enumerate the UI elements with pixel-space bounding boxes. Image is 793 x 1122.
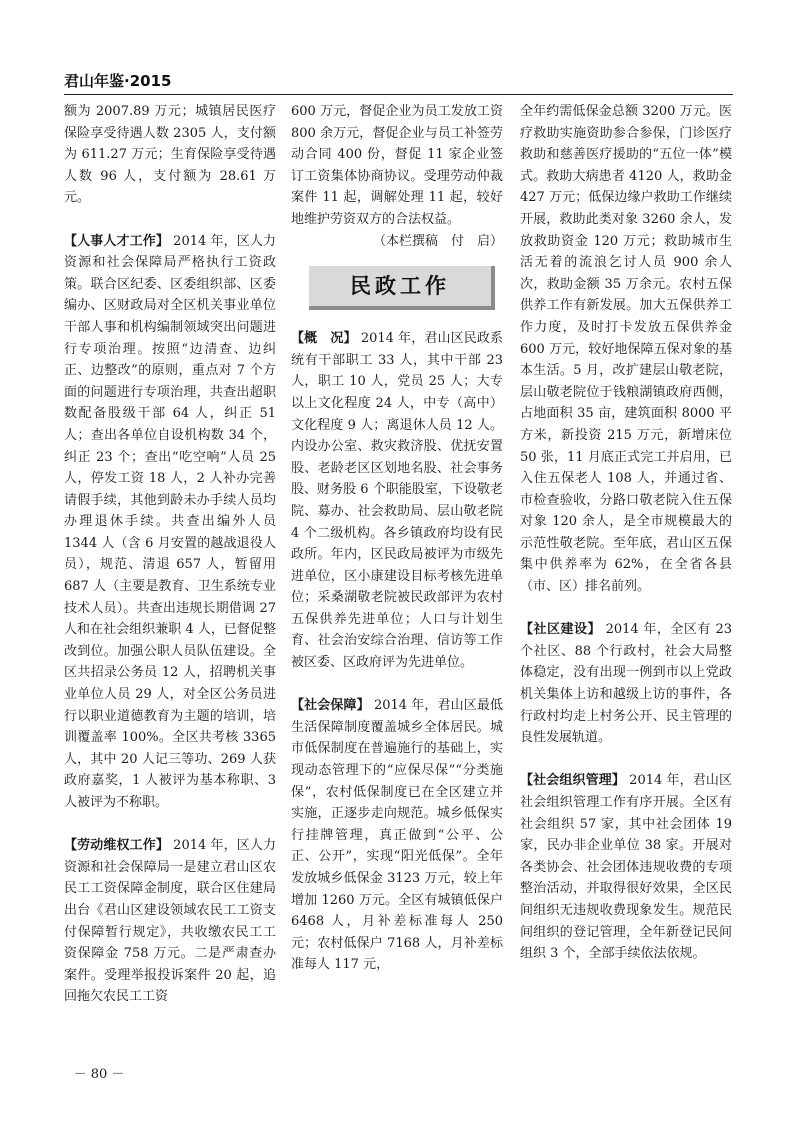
section-overview (291, 328, 503, 674)
section-body: 2014 年，君山区最低生活保障制度覆盖城乡全体居民。城市低保制度在普遍施行的基础上，实现动态管理下的“应保尽保”“分类施保”，农村低保制度已在全区建立并实施，正逐步走向规范。城乡低保实行挂牌管理，真正做到“公平、公正、公开”，实现“阳光低保”。全年发放城乡低保金 3123 万元，较上年增加 1260 万元。全区有城镇低保户 6468 人，月补差标准每人 250 元；农村低保户 7168 人，月补差标准每人 117 元， (291, 698, 503, 973)
continued-paragraph: 全年约需低保金总额 3200 万元。医疗救助实施资助参合参保，门诊医疗救助和慈善医疗援助的“五位一体”模式。救助大病患者 4120 人，救助金 427 万元；低保边缘户救助工作继续开展，救助此类对象 3260 余人，发放救助资金 120 万元；救助城市生活无着的流浪乞讨人员 900 余人次，救助金额 35 万余元。农村五保供养工作有新发展。加大五保供养工作力度，及时打卡发放五保供养金 600 万元，较好地保障五保对象的基本生活。5 月，改扩建层山敬老院，层山敬老院位于钱粮湖镇政府西侧，占地面积 35 亩，建筑面积 8000 平方米，新投资 215 万元，新增床位 50 张，11 月底正式完工并启用，已入住五保老人 108 人，并通过省、市检查验收，分路口敬老院入住五保对象 120 余人，是全市规模最大的示范性敬老院。至年底，君山区五保集中供养率为 62%，在全省各县（市、区）排名前列。 (520, 104, 732, 595)
section-body: 2014 年，君山区民政系统有干部职工 33 人，其中干部 23 人，职工 10 人，党员 25 人；大专以上文化程度 24 人，中专（高中）文化程度 9 人；离退休人员 12 人。内设办公室、救灾救济股、优抚安置股、老龄老区区划地名股、社会事务股、财务股 6 个职能股室，下设敬老院、募办、社会救助局、层山敬老院 4 个二级机构。各乡镇政府均设有民政所。年内，区民政局被评为市级先进单位，区小康建设目标考核先进单位；采桑湖敬老院被民政部评为农村五保供养先进单位；人口与计划生育、社会治安综合治理、信访等工作被区委、区政府评为先进单位。 (291, 331, 503, 671)
section-community (520, 619, 732, 749)
section-body: 2014 年，区人力资源和社会保障局一是建立君山区农民工工资保障金制度，联合区住建局出台《君山区建设领域农民工工资支付保障暂行规定》，共收缴农民工工资保障金 758 万元。二是严肃查办案件。受理举报投诉案件 20 起，追回拖欠农民工工资 (64, 838, 276, 1005)
chapter-title-box: 民政工作 (309, 266, 495, 310)
column-1 (64, 101, 276, 1061)
section-title: 【人事人才工作】 (64, 233, 169, 249)
page-number: － 80 － (73, 1067, 125, 1082)
author-credit: （本栏撰稿 付 启） (372, 233, 503, 249)
section-body: 2014 年，君山区社会组织管理工作有序开展。全区有社会组织 57 家，其中社会团体 19 家，民办非企业单位 38 家。开展对各类协会、社会团体违规收费的专项整治活动，并取得很好效果，全区民间组织无违规收费现象发生。规范民间组织的登记管理，全年新登记民间组织 3 个，全部手续依法依规。 (520, 773, 732, 962)
continued-paragraph: 额为 2007.89 万元；城镇居民医疗保险享受待遇人数 2305 人，支付额为 611.27 万元；生育保险享受待遇人数 96 人，支付额为 28.61 万元。 (64, 104, 276, 206)
header-rule (64, 94, 733, 95)
section-labor-rights (64, 835, 276, 1008)
section-title: 【社会保障】 (291, 698, 370, 714)
section-body: 2014 年，区人力资源和社会保障局严格执行工资政策。联合区纪委、区委组织部、区委编办、区财政局对全区机关事业单位干部人事和机构编制领域突出问题进行专项治理。按照“边清查、边纠正、边整改”的原则，重点对 7 个方面的问题进行专项治理，共查出超职数配备股级干部 64 人，纠正 51 人；查出各单位自设机构数 34 个，纠正 23 个；查出“吃空响”人员 25 人，停发工资 18 人，2 人补办完善请假手续，其他到龄未办手续人员均办理退休手续。共查出编外人员 1344 人（含 6 月安置的越战退役人员），规范、清退 657 人，暂留用 687 人（主要是教育、卫生系统专业技术人员）。共查出违规长期借调 27 人和在社会组织兼职 4 人，已督促整改到位。加强公职人员队伍建设。全区共招录公务员 12 人，招聘机关事业单位人员 29 人，对全区公务员进行以职业道德教育为主题的培训，培训覆盖率 100%。全区共考核 3365 人，其中 20 人记三等功、269 人获政府嘉奖，1 人被评为基本称职、3 人被评为不称职。 (64, 233, 276, 810)
section-body: 2014 年，全区有 23 个社区、88 个行政村，社会大局整体稳定，没有出现一例到市以上党政机关集体上访和越级上访的事件，各行政村均走上村务公开、民主管理的良性发展轨道。 (520, 622, 732, 746)
section-personnel (64, 231, 276, 814)
section-title: 【概 况】 (291, 331, 357, 347)
section-social-organizations (520, 770, 732, 964)
continued-paragraph: 600 万元，督促企业为员工发放工资 800 余万元，督促企业与员工补签劳动合同 400 份，督促 11 家企业签订工资集体协商协议。受理劳动仲裁案件 11 起，调解处理 11 起，较好地维护劳资双方的合法权益。 (291, 104, 503, 227)
section-title: 【社会组织管理】 (520, 773, 625, 789)
running-header: 君山年鉴·2015 (64, 72, 172, 90)
section-title: 【社区建设】 (520, 622, 601, 638)
column-2 (291, 101, 503, 1061)
column-3 (520, 101, 732, 1061)
section-social-security (291, 695, 503, 976)
section-title: 【劳动维权工作】 (64, 838, 169, 854)
